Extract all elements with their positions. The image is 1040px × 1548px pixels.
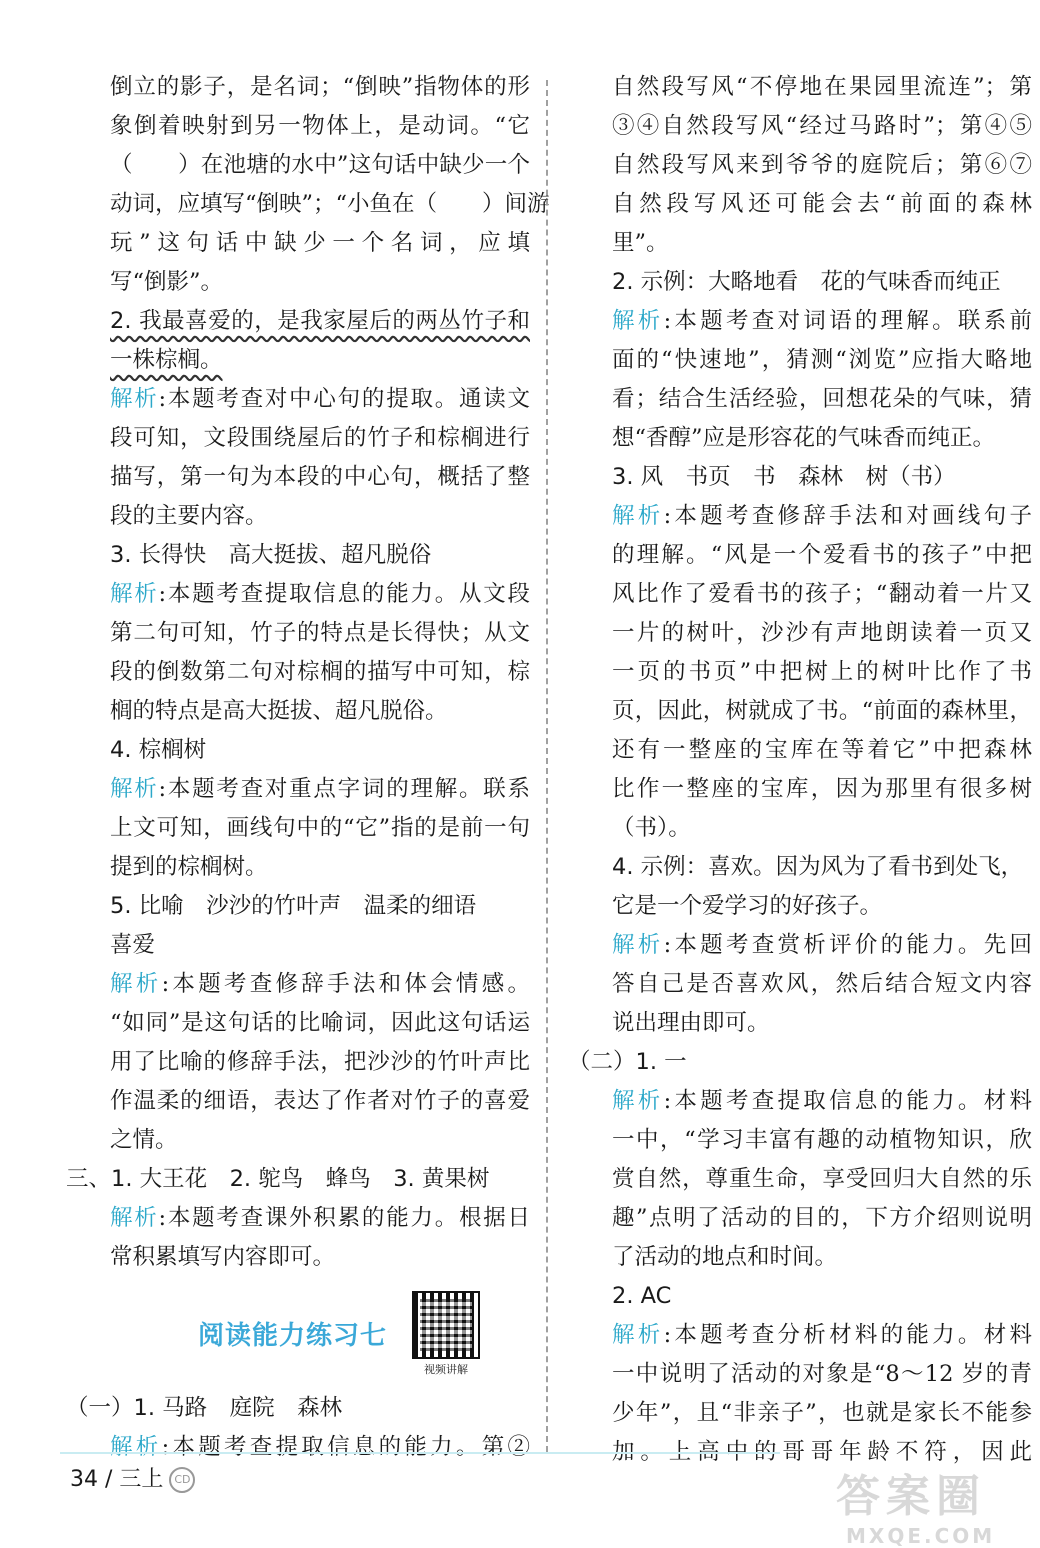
analysis-tag: 解析 [612,932,664,958]
answer-line: 2. AC [612,1283,672,1309]
watermark-text: 答案圈 [836,1471,986,1522]
footer-rule [60,1452,780,1454]
text-line: 加。上高中的哥哥年龄不符，因此 [612,1439,1032,1465]
left-column [66,68,550,1467]
text-line: 赏自然，尊重生命，享受回归大自然的乐 [612,1166,1032,1192]
analysis-line: 解析:本题考查提取信息的能力。材料 [612,1088,1032,1114]
text-line: 比作一整座的宝库，因为那里有很多树 [612,776,1032,802]
text-line: 自然段写风“不停地在果园里流连”；第 [612,74,1032,100]
text-line: 动词，应填写“倒映”；“小鱼在（ ）间游 [110,191,550,217]
text-line: 想“香醇”应是形容花的气味香而纯正。 [612,425,996,451]
analysis-tag: 解析 [110,581,159,607]
analysis-line: 解析:本题考查提取信息的能力。第② [110,1434,530,1460]
answer-line: 3. 风 书页 书 森林 树（书） [612,464,956,490]
text-line: 玩”这句话中缺少一个名词，应填 [110,230,530,256]
answer-line: 喜爱 [110,932,156,958]
text-line: 段的倒数第二句对棕榈的描写中可知，棕 [110,659,530,685]
text-line: 看；结合生活经验，回想花朵的气味，猜 [612,386,1032,412]
text-line: 少年”，且“非亲子”，也就是家长不能参 [612,1400,1032,1426]
answer-line: 2. 示例：大略地看 花的气味香而纯正 [612,269,1001,295]
analysis-line: 解析:本题考查对中心句的提取。通读文 [110,386,530,412]
answer-line: 三、1. 大王花 2. 鸵鸟 蜂鸟 3. 黄果树 [66,1166,490,1192]
section-title: 阅读能力练习七 [198,1321,388,1351]
text-line: 还有一整座的宝库在等着它”中把森林 [612,737,1032,763]
text-line: 榈的特点是高大挺拔、超凡脱俗。 [110,698,448,724]
analysis-line: 解析:本题考查提取信息的能力。从文段 [110,581,530,607]
text-line: 一页的书页”中把树上的树叶比作了书 [612,659,1032,685]
text-line: 自然段写风还可能会去“前面的森林 [612,191,1032,217]
analysis-line: 解析:本题考查修辞手法和对画线句子 [612,503,1032,529]
text-line: 之情。 [110,1127,178,1153]
qr-code-icon[interactable] [412,1291,480,1359]
analysis-tag: 解析 [110,1434,162,1460]
watermark-logo [836,1460,995,1548]
wavy-underlined-answer: 2. 我最喜爱的，是我家屋后的两丛竹子和 [110,308,530,334]
text-line: 段可知，文段围绕屋后的竹子和棕榈进行 [110,425,530,451]
text-line: 页，因此，树就成了书。“前面的森林里， [612,698,1032,724]
watermark-url: MXQE.COM [846,1524,996,1548]
text-line: 作温柔的细语，表达了作者对竹子的喜爱 [110,1088,530,1114]
text-line: 自然段写风来到爷爷的庭院后；第⑥⑦ [612,152,1032,178]
analysis-tag: 解析 [110,386,159,412]
answer-line [110,341,530,380]
analysis-tag: 解析 [110,1205,159,1231]
text-line: 上文可知，画线句中的“它”指的是前一句 [110,815,530,841]
text-line: 的理解。“风是一个爱看书的孩子”中把 [612,542,1032,568]
text-line: 一片的树叶，沙沙有声地朗读着一页又 [612,620,1032,646]
answer-line: （一）1. 马路 庭院 森林 [66,1395,343,1421]
analysis-tag: 解析 [110,776,159,802]
section-header [110,1277,530,1389]
answer-line: 5. 比喻 沙沙的竹叶声 温柔的细语 [110,893,477,919]
analysis-line: 解析:本题考查对重点字词的理解。联系 [110,776,530,802]
analysis-tag: 解析 [612,1088,664,1114]
text-line: 里”。 [612,230,669,256]
analysis-tag: 解析 [612,1322,664,1348]
answer-line: 它是一个爱学习的好孩子。 [612,893,883,919]
analysis-line: 解析:本题考查课外积累的能力。根据日 [110,1205,530,1231]
analysis-line: 解析:本题考查修辞手法和体会情感。 [110,971,530,997]
analysis-line: 解析:本题考查对词语的理解。联系前 [612,308,1032,334]
answer-line [110,302,530,341]
text-line: 倒立的影子，是名词；“倒映”指物体的形 [110,74,530,100]
answer-line: 3. 长得快 高大挺拔、超凡脱俗 [110,542,432,568]
answer-line: （二）1. 一 [568,1049,687,1075]
analysis-tag: 解析 [110,971,162,997]
analysis-line: 解析:本题考查赏析评价的能力。先回 [612,932,1032,958]
text-line: 说出理由即可。 [612,1010,770,1036]
text-line: 描写，第一句为本段的中心句，概括了整 [110,464,530,490]
answer-line: 4. 棕榈树 [110,737,207,763]
text-line: 一中，“学习丰富有趣的动植物知识，欣 [612,1127,1032,1153]
text-line: 风比作了爱看书的孩子；“翻动着一片又 [612,581,1032,607]
right-column [568,68,1032,1472]
text-line: “如同”是这句话的比喻词，因此这句话运 [110,1010,530,1036]
text-line: 面的“快速地”，猜测“浏览”应指大略地 [612,347,1032,373]
text-line: 了活动的地点和时间。 [612,1244,838,1270]
text-line: 段的主要内容。 [110,503,268,529]
text-line: 用了比喻的修辞手法，把沙沙的竹叶声比 [110,1049,530,1075]
text-line: 常积累填写内容即可。 [110,1244,336,1270]
text-line: 趣”点明了活动的目的，下方介绍则说明 [612,1205,1032,1231]
cd-badge-icon: CD [169,1467,195,1493]
text-line: 提到的棕榈树。 [110,854,268,880]
analysis-line: 解析:本题考查分析材料的能力。材料 [612,1322,1032,1348]
text-line: （ ）在池塘的水中”这句话中缺少一个 [110,152,530,178]
wavy-underlined-answer: 一株棕榈。 [110,347,223,373]
page-number: 34 / 三上 [70,1467,164,1492]
answer-line: 4. 示例：喜欢。因为风为了看书到处飞， [612,854,1024,880]
text-line: （书）。 [612,815,691,841]
analysis-tag: 解析 [612,503,664,529]
text-line: 第二句可知，竹子的特点是长得快；从文 [110,620,530,646]
page-footer [70,1462,195,1493]
text-line: 象倒着映射到另一物体上，是动词。“它 [110,113,530,139]
qr-caption: 视频讲解 [424,1363,468,1376]
column-divider [546,80,548,1452]
text-line: 一中说明了活动的对象是“8～12 岁的青 [612,1361,1032,1387]
text-line: 写“倒影”。 [110,269,224,295]
analysis-tag: 解析 [612,308,664,334]
text-line: ③④自然段写风“经过马路时”；第④⑤ [612,113,1032,139]
text-line: 答自己是否喜欢风，然后结合短文内容 [612,971,1032,997]
